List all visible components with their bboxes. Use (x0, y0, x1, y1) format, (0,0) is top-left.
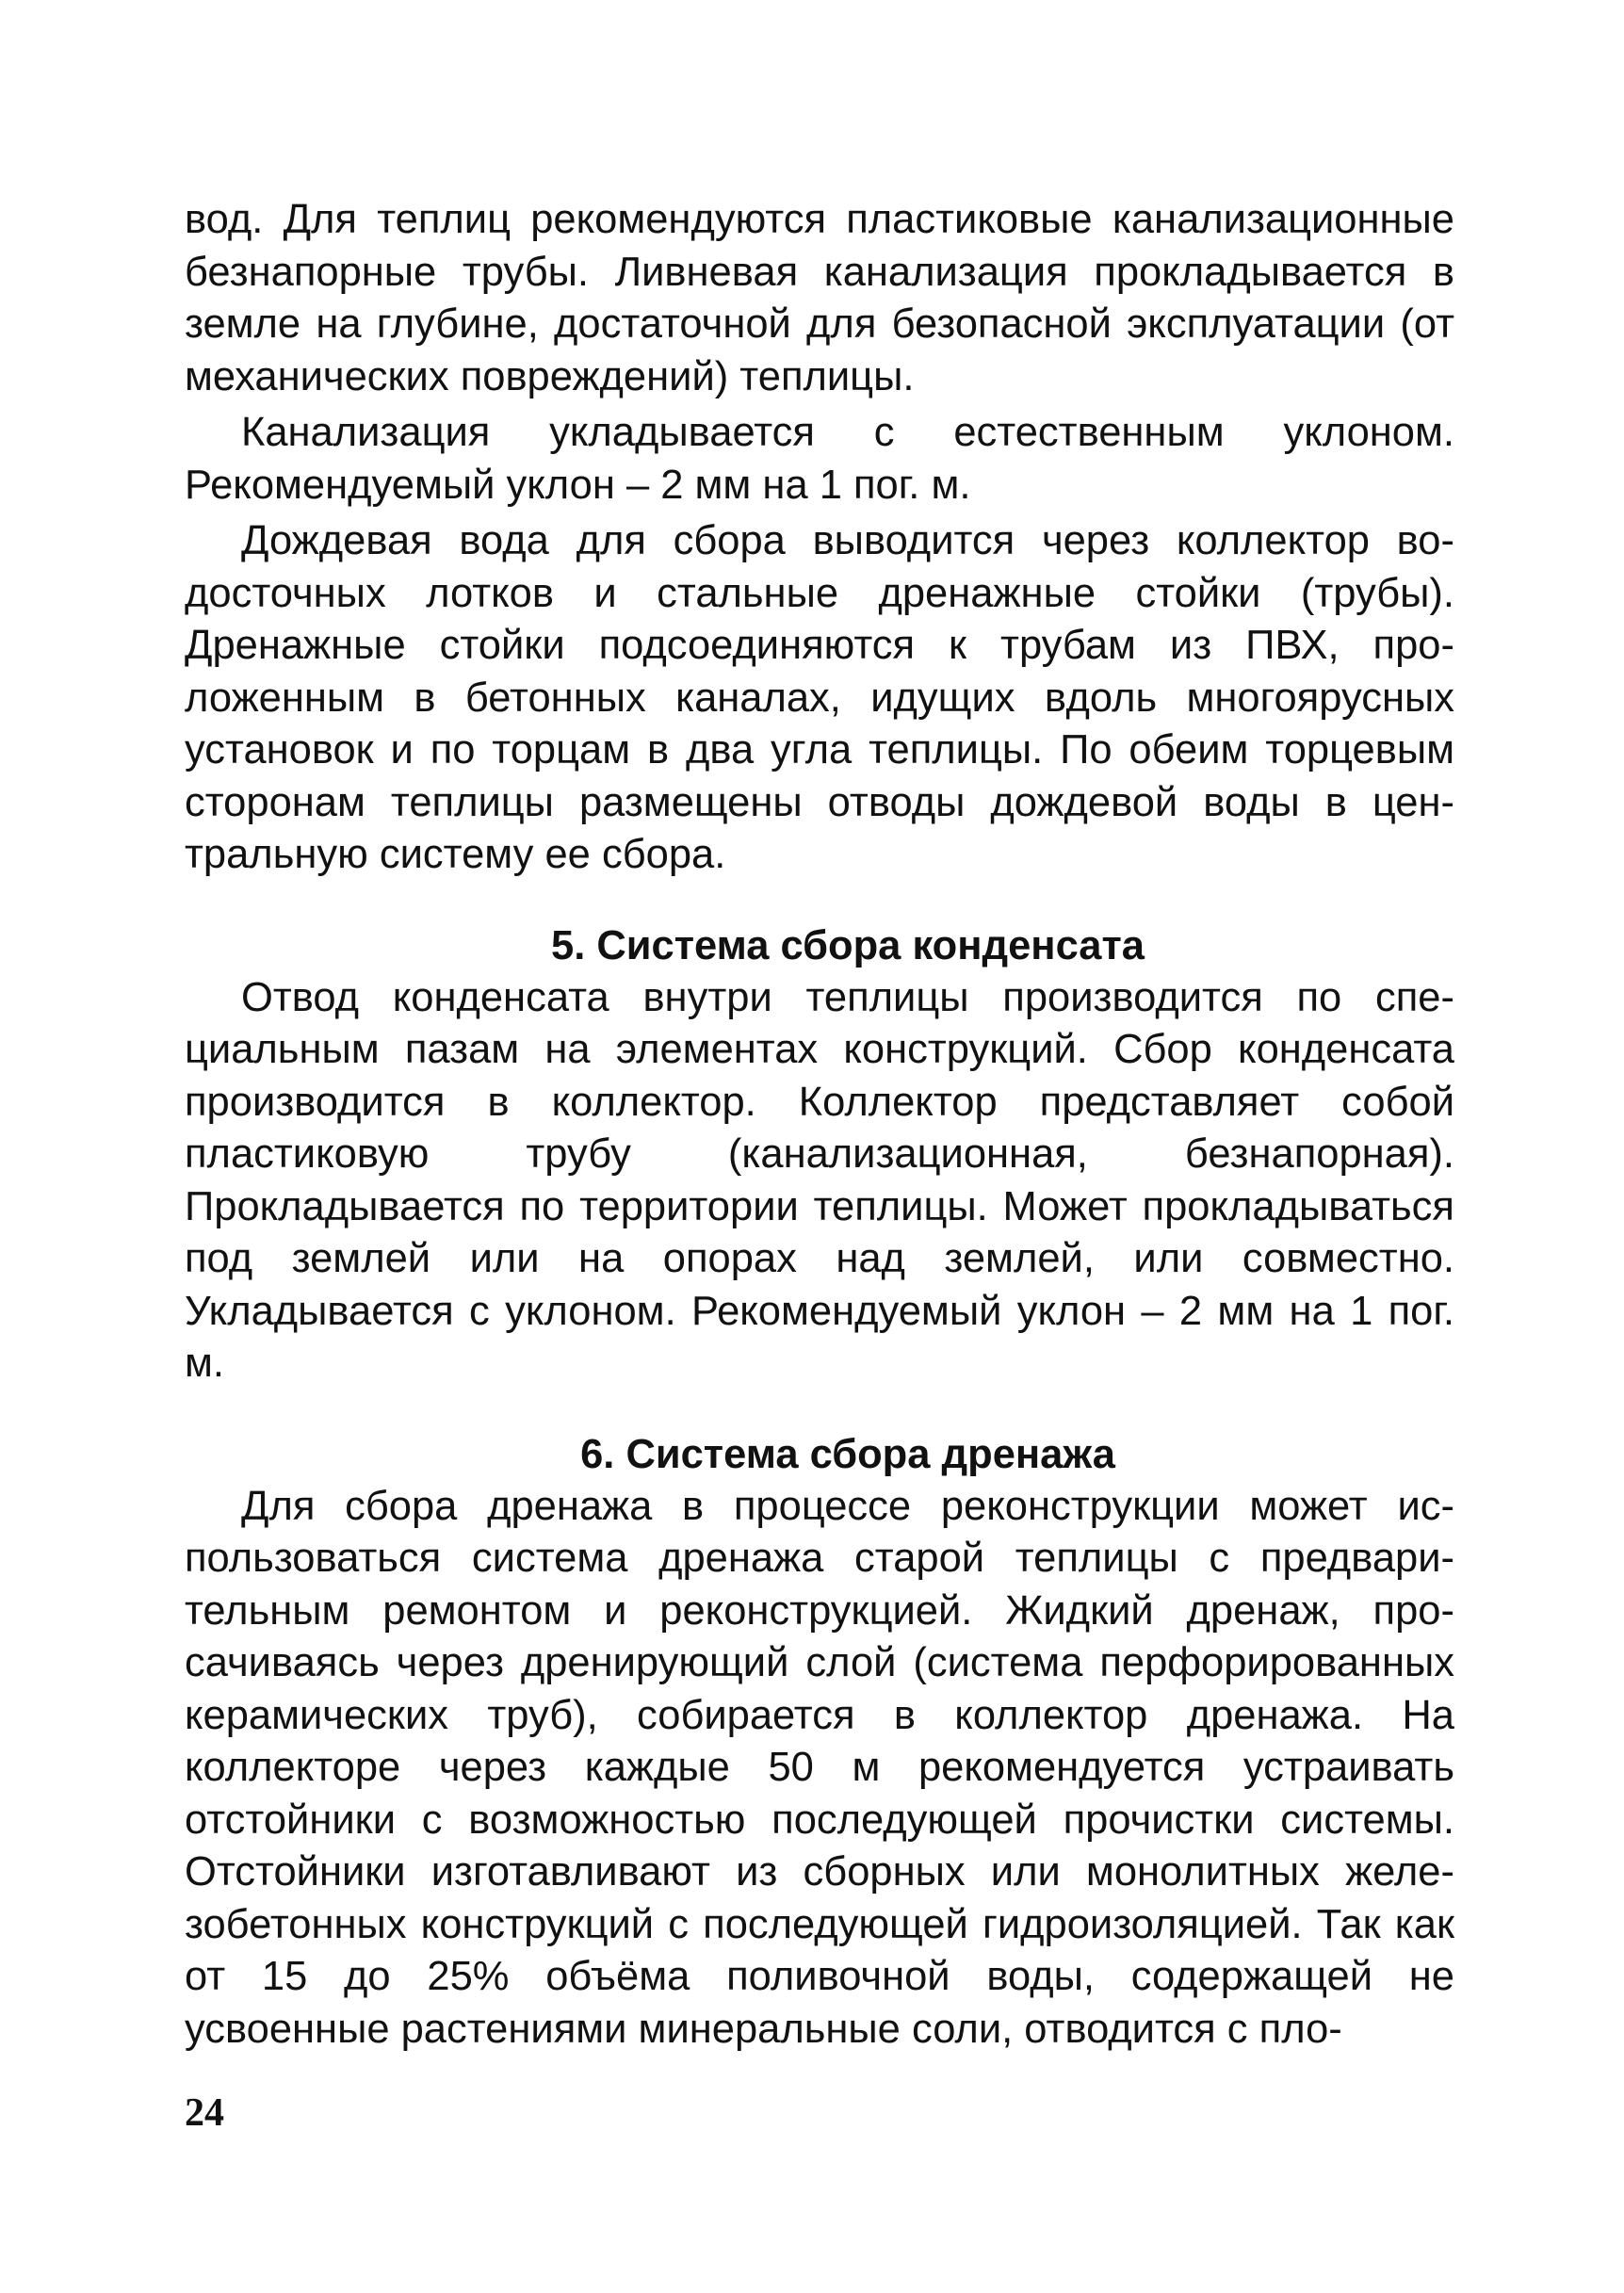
paragraph-continuation: вод. Для теплиц рекомендуются пластиковые канализационные безнапорные трубы. Ливневая канализация прокладывается в земле на глубине, достаточной для безопасной эксплуатации (от механических повреждений) теплицы. (185, 197, 1454, 399)
section-5-paragraph: Отвод конденсата внутри теплицы производится по специальным пазам на элементах конструкций. Сбор конденсата производится в коллектор. Коллектор представляет собой пластиковую трубу (канализационная, безнапорная). Прокладывается по территории теплицы. Может прокладываться под землей или на опорах над землей, или совместно. Укладывается с уклоном. Рекомендуемый уклон – 2 мм на 1 пог. м. (185, 974, 1454, 1386)
page-number: 24 (185, 2091, 224, 2135)
paragraph-rainwater: Дождевая вода для сбора выводится через коллектор водосточных лотков и стальные дренажные стойки (трубы). Дренажные стойки подсоединяются к трубам из ПВХ, проложенным в бетонных каналах, идущих вдоль многоярусных установок и по торцам в два угла теплицы. По обеим торцевым сторонам теплицы размещены отводы дождевой воды в центральную систему ее сбора. (185, 518, 1454, 877)
section-5-heading: 5. Система сбора конденсата (551, 922, 1145, 968)
section-6-paragraph: Для сбора дренажа в процессе реконструкции может использоваться система дренажа старой теплицы с предварительным ремонтом и реконструкцией. Жидкий дренаж, просачиваясь через дренирующий слой (система перфорированных керамических труб), собирается в коллектор дренажа. На коллекторе через каждые 50 м рекомендуется устраивать отстойники с возможностью последующей прочистки системы. Отстойники изготавливают из сборных или монолитных железобетонных конструкций с последующей гидроизоляцией. Так как от 15 до 25% объёма поливочной воды, содержащей не усвоенные растениями минеральные соли, отводится с пло- (185, 1483, 1454, 2052)
section-6-heading: 6. Система сбора дренажа (580, 1431, 1115, 1477)
page-body (185, 194, 1454, 2056)
paragraph-sewer-slope: Канализация укладывается с естественным уклоном. Рекомендуемый уклон – 2 мм на 1 пог. м. (185, 410, 1454, 508)
